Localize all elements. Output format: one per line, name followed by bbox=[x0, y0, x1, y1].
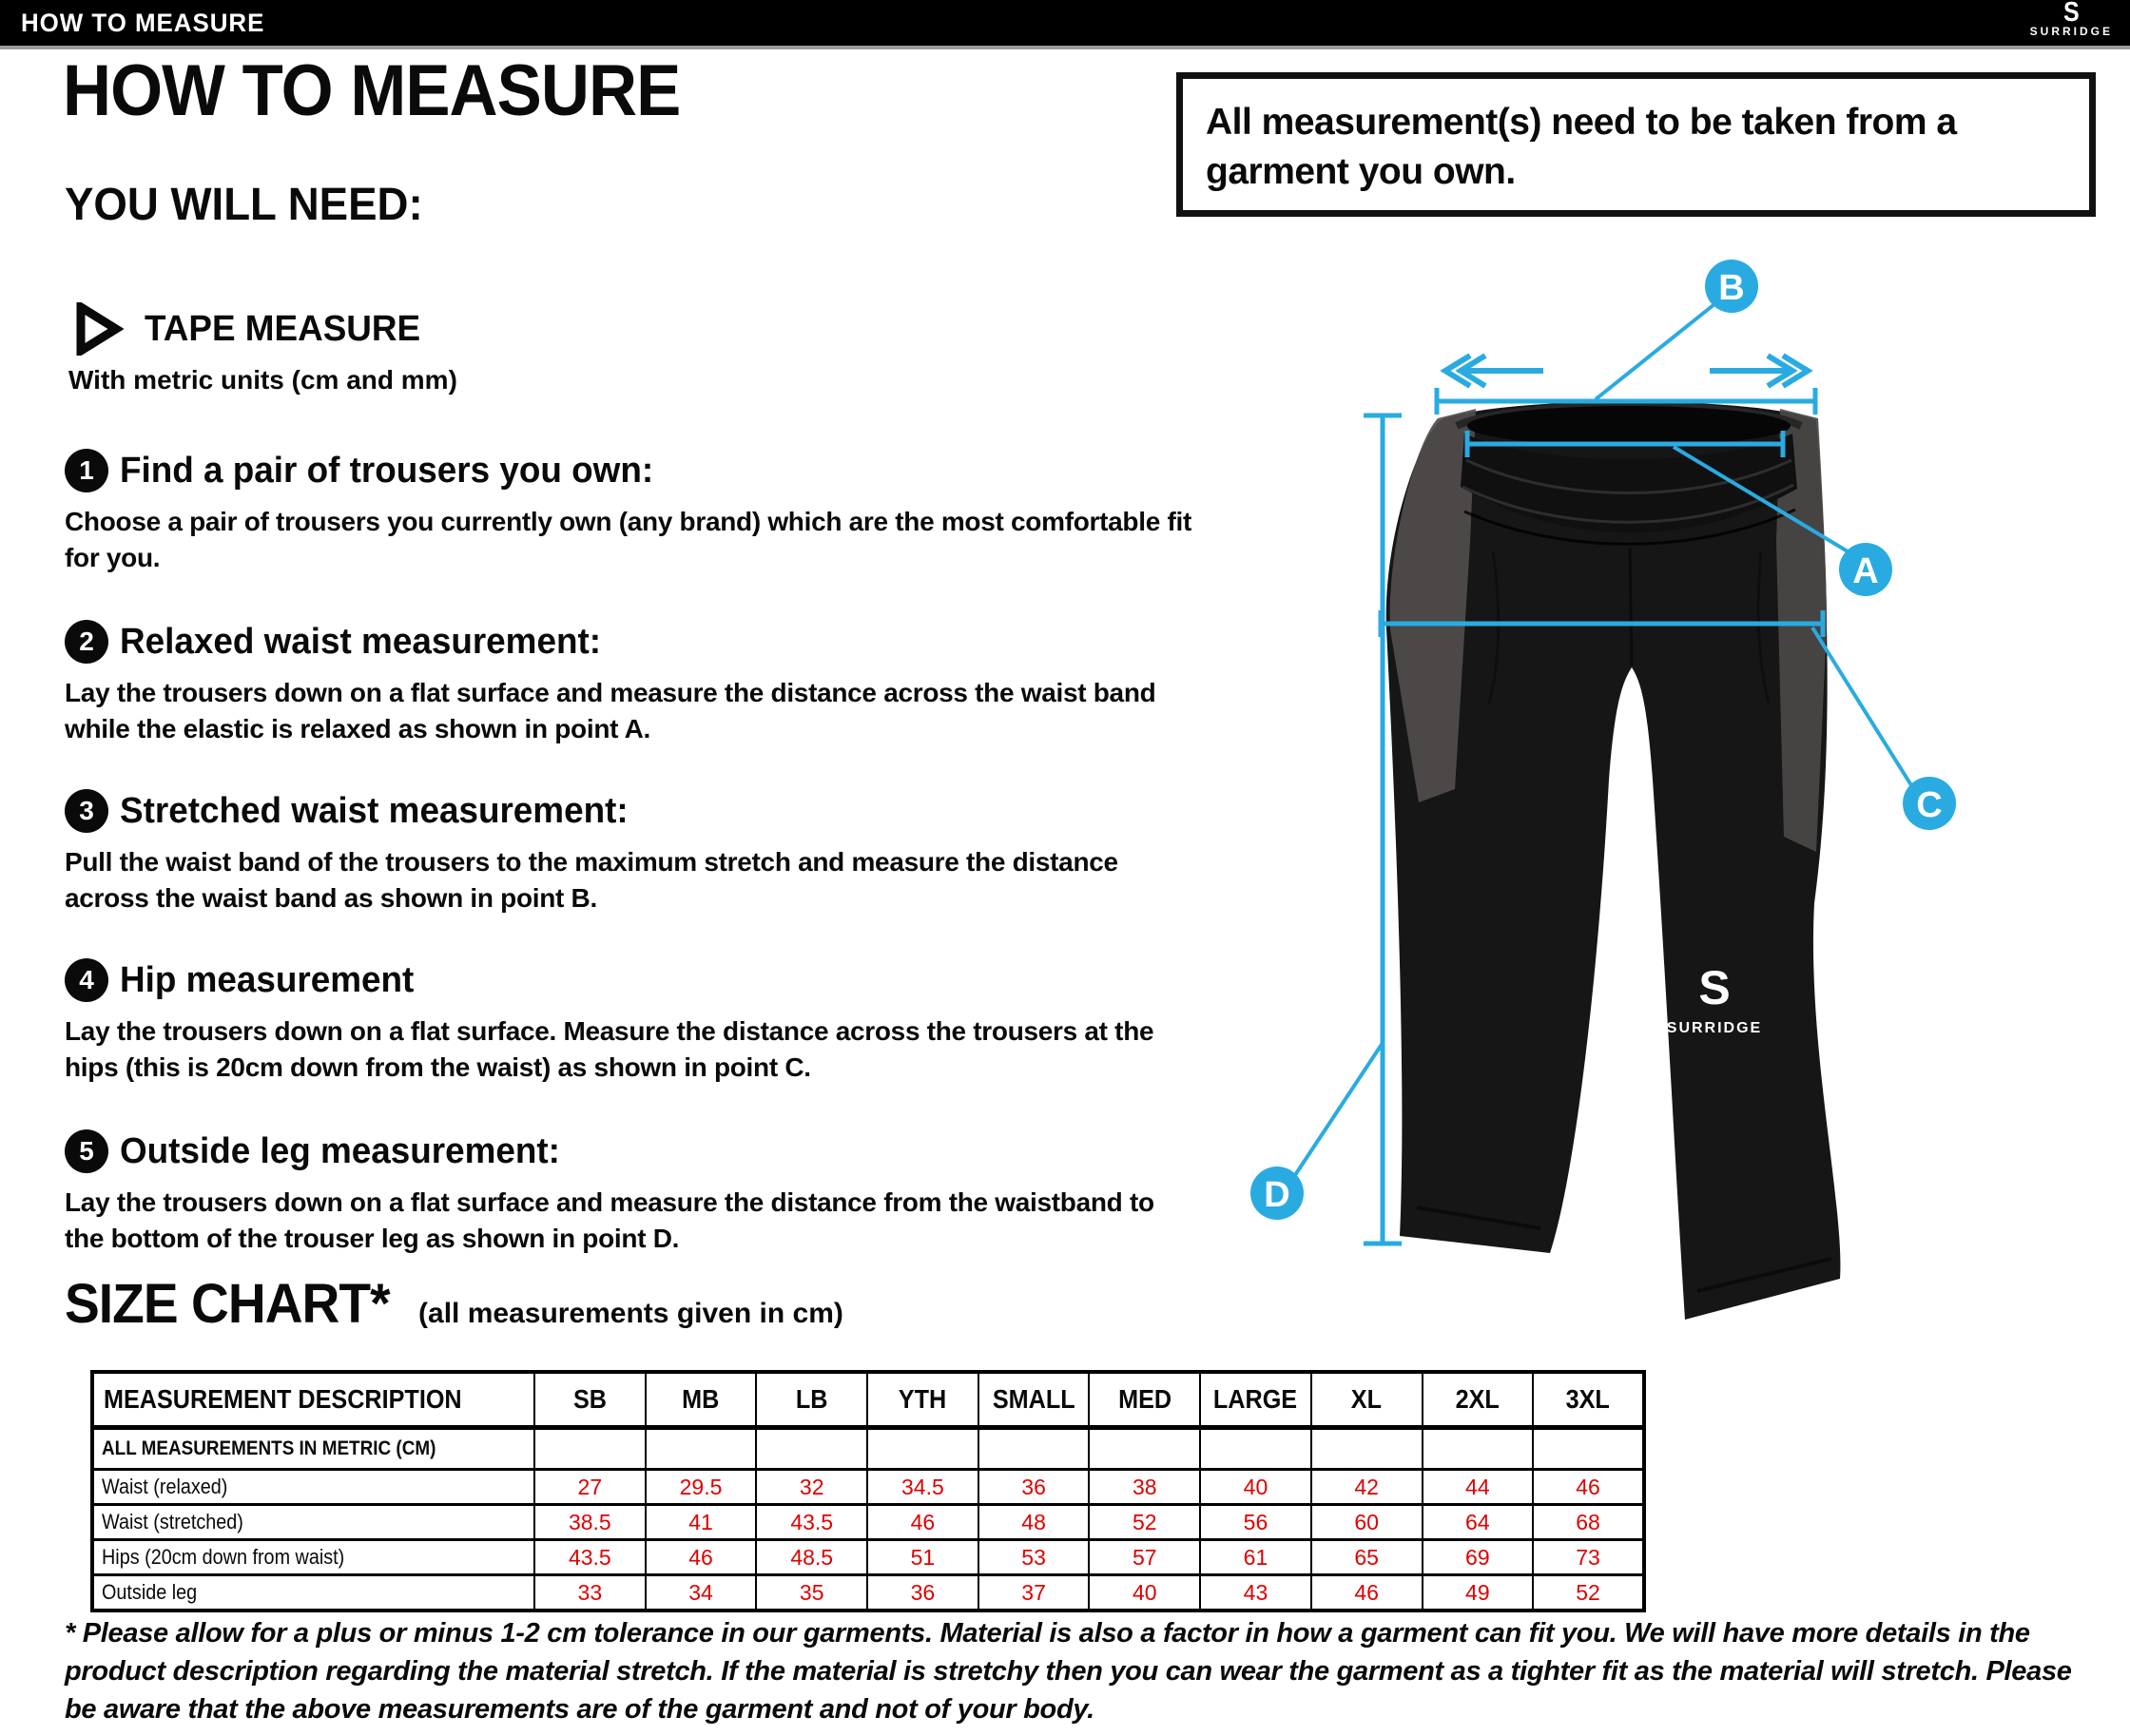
column-header-size bbox=[646, 1372, 757, 1428]
size-value-cell: 57 bbox=[1089, 1540, 1200, 1575]
size-value-cell: 52 bbox=[1533, 1575, 1644, 1611]
empty-cell bbox=[1423, 1428, 1534, 1470]
trousers-illustration bbox=[1386, 402, 1841, 1321]
size-chart-subtitle: (all measurements given in cm) bbox=[418, 1298, 843, 1329]
size-value-cell: 56 bbox=[1200, 1505, 1311, 1540]
size-value-cell: 53 bbox=[978, 1540, 1090, 1575]
svg-text:A: A bbox=[1852, 551, 1879, 591]
step-title: Find a pair of trousers you own: bbox=[120, 450, 654, 491]
size-value-cell: 73 bbox=[1533, 1540, 1644, 1575]
column-header-size bbox=[756, 1372, 867, 1428]
table-row bbox=[92, 1540, 1644, 1575]
measure-step bbox=[65, 789, 1196, 916]
svg-text:S: S bbox=[1698, 961, 1731, 1014]
size-value-cell: 43 bbox=[1200, 1575, 1311, 1611]
svg-text:SURRIDGE: SURRIDGE bbox=[1666, 1020, 1763, 1036]
size-value-cell: 43.5 bbox=[534, 1540, 646, 1575]
column-header-size bbox=[534, 1372, 646, 1428]
step-number-badge: 5 bbox=[65, 1129, 108, 1173]
table-row bbox=[92, 1505, 1644, 1540]
size-value-cell: 38.5 bbox=[534, 1505, 646, 1540]
step-number-badge: 2 bbox=[65, 620, 108, 664]
stretch-arrow-left bbox=[1445, 356, 1543, 386]
step-number-badge: 3 bbox=[65, 789, 108, 833]
point-d bbox=[1250, 1167, 1304, 1220]
column-header-text: YTH bbox=[899, 1384, 947, 1414]
column-header-text: SB bbox=[572, 1384, 607, 1414]
step-description: Lay the trousers down on a flat surface. Measure the distance across the trousers at the hips (this is 20cm down from the waist) as shown in point C. bbox=[65, 1016, 1154, 1082]
column-header-text: MB bbox=[682, 1384, 720, 1414]
column-header-size bbox=[978, 1372, 1090, 1428]
size-value-cell: 46 bbox=[1311, 1575, 1423, 1611]
size-value-cell: 36 bbox=[867, 1575, 978, 1611]
leader-c bbox=[1812, 627, 1911, 785]
size-value-cell: 41 bbox=[646, 1505, 757, 1540]
surridge-wordmark: SURRIDGE bbox=[2029, 25, 2113, 38]
column-header-text: SMALL bbox=[992, 1384, 1075, 1414]
size-value-cell: 51 bbox=[867, 1540, 978, 1575]
tape-measure-detail: With metric units (cm and mm) bbox=[68, 365, 457, 395]
size-value-cell: 49 bbox=[1423, 1575, 1534, 1611]
column-header-description bbox=[92, 1372, 534, 1428]
size-chart-title: SIZE CHART* bbox=[65, 1273, 390, 1335]
size-value-cell: 38 bbox=[1089, 1470, 1200, 1505]
size-value-cell: 29.5 bbox=[646, 1470, 757, 1505]
step-description: Pull the waist band of the trousers to the maximum stretch and measure the distance across the waist band as shown in point B. bbox=[65, 847, 1118, 913]
size-chart-heading bbox=[65, 1272, 843, 1336]
svg-text:B: B bbox=[1718, 268, 1745, 308]
row-label-cell bbox=[92, 1470, 534, 1505]
row-label-cell bbox=[92, 1540, 534, 1575]
step-number-badge: 4 bbox=[65, 958, 108, 1002]
row-label-text: Waist (stretched) bbox=[102, 1510, 243, 1533]
row-label-text: Outside leg bbox=[102, 1580, 198, 1604]
point-c bbox=[1903, 777, 1956, 830]
you-will-need-heading: YOU WILL NEED: bbox=[65, 180, 423, 230]
size-value-cell: 46 bbox=[646, 1540, 757, 1575]
waistband-opening bbox=[1467, 406, 1791, 446]
measure-step bbox=[65, 1129, 1196, 1257]
empty-cell bbox=[1200, 1428, 1311, 1470]
step-title: Outside leg measurement: bbox=[120, 1130, 560, 1171]
column-header-text: MEASUREMENT DESCRIPTION bbox=[104, 1384, 462, 1414]
size-value-cell: 60 bbox=[1311, 1505, 1423, 1540]
row-label-cell bbox=[92, 1505, 534, 1540]
leader-d bbox=[1295, 1043, 1383, 1175]
column-header-size bbox=[867, 1372, 978, 1428]
size-value-cell: 37 bbox=[978, 1575, 1090, 1611]
step-number-badge: 1 bbox=[65, 449, 108, 492]
empty-cell bbox=[867, 1428, 978, 1470]
empty-cell bbox=[534, 1428, 646, 1470]
measure-step bbox=[65, 620, 1196, 747]
surridge-logo bbox=[2030, 1, 2113, 37]
size-value-cell: 68 bbox=[1533, 1505, 1644, 1540]
column-header-size bbox=[1423, 1372, 1534, 1428]
svg-text:C: C bbox=[1916, 785, 1943, 825]
size-value-cell: 64 bbox=[1423, 1505, 1534, 1540]
center-seam bbox=[1630, 548, 1632, 665]
size-value-cell: 61 bbox=[1200, 1540, 1311, 1575]
step-title: Hip measurement bbox=[120, 959, 415, 1000]
notice-box: All measurement(s) need to be taken from a garment you own. bbox=[1176, 72, 2096, 217]
size-value-cell: 34 bbox=[646, 1575, 757, 1611]
top-bar bbox=[0, 0, 2130, 49]
size-value-cell: 44 bbox=[1423, 1470, 1534, 1505]
row-label-text: Waist (relaxed) bbox=[102, 1475, 228, 1498]
trousers-measure-diagram bbox=[1179, 171, 2130, 1356]
column-header-size bbox=[1200, 1372, 1311, 1428]
size-value-cell: 46 bbox=[867, 1505, 978, 1540]
measure-step bbox=[65, 958, 1196, 1086]
tape-measure-label: TAPE MEASURE bbox=[145, 308, 421, 349]
size-value-cell: 42 bbox=[1311, 1470, 1423, 1505]
empty-cell bbox=[646, 1428, 757, 1470]
point-a bbox=[1839, 543, 1892, 596]
top-bar-title: HOW TO MEASURE bbox=[21, 8, 265, 37]
step-description: Choose a pair of trousers you currently own (any brand) which are the most comfortable fit for you. bbox=[65, 507, 1191, 572]
size-value-cell: 33 bbox=[534, 1575, 646, 1611]
size-value-cell: 40 bbox=[1089, 1575, 1200, 1611]
empty-cell bbox=[756, 1428, 867, 1470]
unit-note-text: ALL MEASUREMENTS IN METRIC (CM) bbox=[102, 1437, 436, 1459]
size-value-cell: 27 bbox=[534, 1470, 646, 1505]
table-row bbox=[92, 1575, 1644, 1611]
column-header-text: LARGE bbox=[1213, 1384, 1298, 1414]
step-title: Relaxed waist measurement: bbox=[120, 621, 602, 662]
size-value-cell: 43.5 bbox=[756, 1505, 867, 1540]
size-value-cell: 35 bbox=[756, 1575, 867, 1611]
column-header-text: MED bbox=[1117, 1384, 1172, 1414]
size-value-cell: 32 bbox=[756, 1470, 867, 1505]
size-value-cell: 46 bbox=[1533, 1470, 1644, 1505]
row-label-text: Hips (20cm down from waist) bbox=[102, 1545, 345, 1569]
svg-text:D: D bbox=[1264, 1175, 1290, 1215]
size-value-cell: 69 bbox=[1423, 1540, 1534, 1575]
column-header-text: LB bbox=[795, 1384, 828, 1414]
column-header-text: XL bbox=[1351, 1384, 1383, 1414]
size-value-cell: 40 bbox=[1200, 1470, 1311, 1505]
step-description: Lay the trousers down on a flat surface and measure the distance from the waistband to the bottom of the trouser leg as shown in point D. bbox=[65, 1187, 1154, 1253]
size-chart-table bbox=[90, 1370, 1646, 1612]
empty-cell bbox=[978, 1428, 1090, 1470]
stretch-arrow-right bbox=[1710, 356, 1808, 386]
size-value-cell: 65 bbox=[1311, 1540, 1423, 1575]
leader-b bbox=[1596, 304, 1714, 399]
empty-cell bbox=[1311, 1428, 1423, 1470]
column-header-text: 2XL bbox=[1455, 1384, 1500, 1414]
column-header-size bbox=[1533, 1372, 1644, 1428]
column-header-size bbox=[1311, 1372, 1423, 1428]
step-title: Stretched waist measurement: bbox=[120, 790, 629, 831]
column-header-size bbox=[1089, 1372, 1200, 1428]
empty-cell bbox=[1533, 1428, 1644, 1470]
step-description: Lay the trousers down on a flat surface and measure the distance across the waist band while the elastic is relaxed as shown in point A. bbox=[65, 678, 1156, 743]
empty-cell bbox=[1089, 1428, 1200, 1470]
unit-note-cell bbox=[92, 1428, 534, 1470]
size-value-cell: 36 bbox=[978, 1470, 1090, 1505]
size-value-cell: 52 bbox=[1089, 1505, 1200, 1540]
size-value-cell: 34.5 bbox=[867, 1470, 978, 1505]
table-row bbox=[92, 1470, 1644, 1505]
column-header-text: 3XL bbox=[1565, 1384, 1611, 1414]
triangle-bullet-icon bbox=[74, 302, 124, 356]
point-b bbox=[1705, 260, 1758, 313]
tape-measure-item bbox=[68, 302, 457, 395]
page-title: HOW TO MEASURE bbox=[63, 50, 681, 131]
surridge-s-icon: S bbox=[2062, 0, 2080, 29]
size-value-cell: 48.5 bbox=[756, 1540, 867, 1575]
row-label-cell bbox=[92, 1575, 534, 1611]
tolerance-footnote: * Please allow for a plus or minus 1-2 cm tolerance in our garments. Material is also a factor in how a garment can fit you. We will have more details in the product description regarding the material stretch. If the material is stretchy then you can wear the garment as a tighter fit as the material will stretch. Please be aware that the above measurements are of the garment and not of your body. bbox=[65, 1618, 2072, 1725]
size-value-cell: 48 bbox=[978, 1505, 1090, 1540]
measure-step bbox=[65, 449, 1196, 576]
